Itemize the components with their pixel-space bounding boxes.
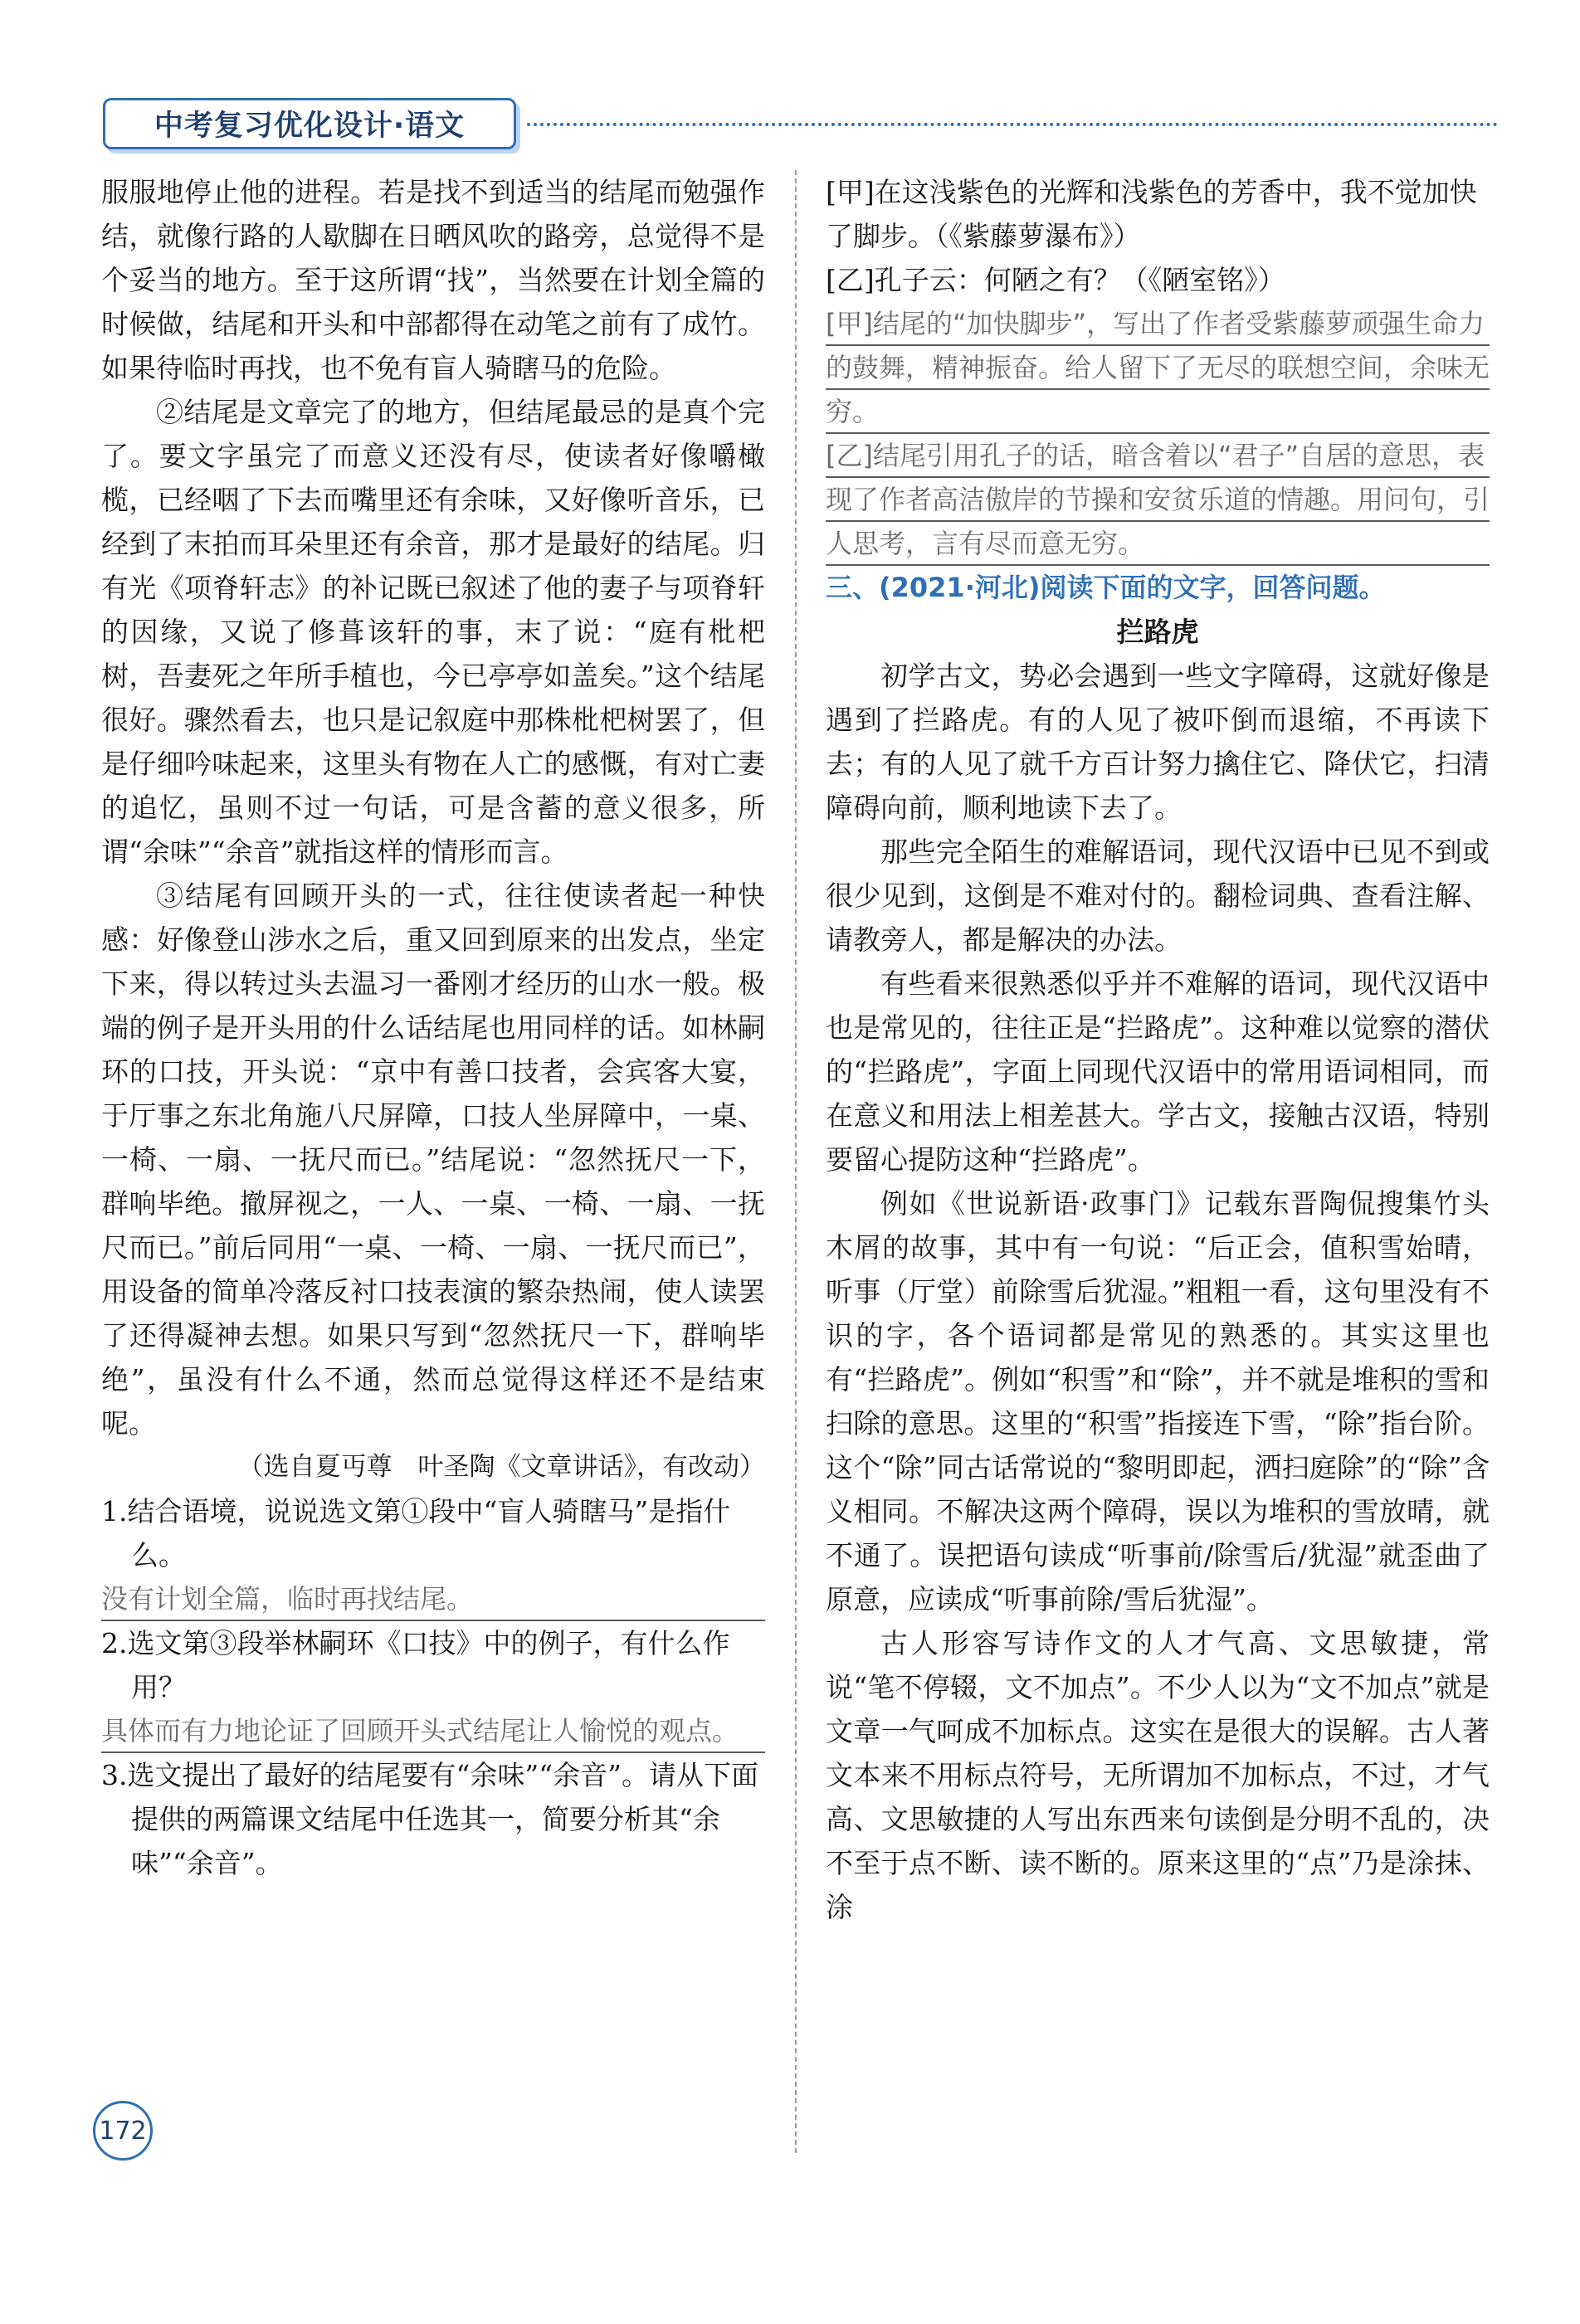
answer-2: 具体而有力地论证了回顾开头式结尾让人愉悦的观点。 xyxy=(101,1709,765,1753)
left-column xyxy=(101,170,765,1885)
header-dotted-rule xyxy=(527,123,1498,126)
answer-3-yi: [乙]结尾引用孔子的话，暗含着以“君子”自居的意思，表现了作者高洁傲岸的节操和安贫乐道的情趣。用问句，引人思考，言有尽而意无穷。 xyxy=(826,434,1490,566)
paragraph-3: ③结尾有回顾开头的一式，往往使读者起一种快感：好像登山涉水之后，重又回到原来的出发点，坐定下来，得以转过头去温习一番刚才经历的山水一般。极端的例子是开头用的什么话结尾也用同样的话。如林嗣环的口技，开头说：“京中有善口技者，会宾客大宴，于厅事之东北角施八尺屏障，口技人坐屏障中，一桌、一椅、一扇、一抚尺而已。”结尾说：“忽然抚尺一下，群响毕绝。撤屏视之，一人、一桌、一椅、一扇、一抚尺而已。”前后同用“一桌、一椅、一扇、一抚尺而已”，用设备的简单冷落反衬口技表演的繁杂热闹，使人读罢了还得凝神去想。如果只写到“忽然抚尺一下，群响毕绝”，虽没有什么不通，然而总觉得这样还不是结束呢。 xyxy=(101,879,765,1440)
article-title: 拦路虎 xyxy=(1116,616,1199,648)
article-paragraph-3: 有些看来很熟悉似乎并不难解的语词，现代汉语中也是常见的，往往正是“拦路虎”。这种难以觉察的潜伏的“拦路虎”，字面上同现代汉语中的常用语词相同，而在意义和用法上相差甚大。学古文，接触古汉语，特别要留心提防这种“拦路虎”。 xyxy=(826,967,1490,1176)
page-header xyxy=(103,98,516,149)
question-2: 2.选文第③段举林嗣环《口技》中的例子，有什么作用？ xyxy=(101,1627,730,1703)
section-heading: 三、(2021·河北)阅读下面的文字，回答问题。 xyxy=(826,572,1386,603)
question-3: 3.选文提出了最好的结尾要有“余味”“余音”。请从下面提供的两篇课文结尾中任选其一，简要分析其“余味”“余音”。 xyxy=(101,1759,758,1879)
column-divider xyxy=(795,170,797,2153)
source-citation: （选自夏丏尊 叶圣陶《文章讲话》，有改动） xyxy=(237,1452,765,1482)
right-column xyxy=(826,170,1490,1929)
answer-3-jia: [甲]结尾的“加快脚步”，写出了作者受紫藤萝顽强生命力的鼓舞，精神振奋。给人留下了无尽的联想空间，余味无穷。 xyxy=(826,302,1490,434)
paragraph-continued: 服服地停止他的进程。若是找不到适当的结尾而勉强作结，就像行路的人歇脚在日晒风吹的路旁，总觉得不是个妥当的地方。至于这所谓“找”，当然要在计划全篇的时候做，结尾和开头和中部都得在动笔之前有了成竹。如果待临时再找，也不免有盲人骑瞎马的危险。 xyxy=(101,176,765,384)
article-paragraph-5: 古人形容写诗作文的人才气高、文思敏捷，常说“笔不停辍，文不加点”。不少人以为“文不加点”就是文章一气呵成不加标点。这实在是很大的误解。古人著文本来不用标点符号，无所谓加不加标点，不过，才气高、文思敏捷的人写出东西来句读倒是分明不乱的，决不至于点不断、读不断的。原来这里的“点”乃是涂抹、涂 xyxy=(826,1627,1490,1923)
page-number xyxy=(93,2101,153,2161)
article-paragraph-2: 那些完全陌生的难解语词，现代汉语中已见不到或很少见到，这倒是不难对付的。翻检词典、查看注解、请教旁人，都是解决的办法。 xyxy=(826,836,1490,956)
article-paragraph-1: 初学古文，势必会遇到一些文字障碍，这就好像是遇到了拦路虎。有的人见了被吓倒而退缩，不再读下去；有的人见了就千方百计努力擒住它、降伏它，扫清障碍向前，顺利地读下去了。 xyxy=(826,660,1490,824)
article-paragraph-4: 例如《世说新语·政事门》记载东晋陶侃搜集竹头木屑的故事，其中有一句说：“后正会，值积雪始晴，听事（厅堂）前除雪后犹湿。”粗粗一看，这句里没有不识的字，各个语词都是常见的熟悉的。其实这里也有“拦路虎”。例如“积雪”和“除”，并不就是堆积的雪和扫除的意思。这里的“积雪”指接连下雪，“除”指台阶。这个“除”同古话常说的“黎明即起，洒扫庭除”的“除”含义相同。不解决这两个障碍，误以为堆积的雪放晴，就不通了。误把语句读成“听事前/除雪后/犹湿”就歪曲了原意，应读成“听事前除/雪后犹湿”。 xyxy=(826,1187,1490,1615)
excerpt-yi: [乙]孔子云：何陋之有？（《陋室铭》） xyxy=(826,264,1285,296)
excerpt-jia: [甲]在这浅紫色的光辉和浅紫色的芳香中，我不觉加快了脚步。（《紫藤萝瀑布》） xyxy=(826,176,1477,252)
question-1: 1.结合语境，说说选文第①段中“盲人骑瞎马”是指什么。 xyxy=(101,1495,731,1571)
paragraph-2: ②结尾是文章完了的地方，但结尾最忌的是真个完了。要文字虽完了而意义还没有尽，使读者好像嚼橄榄，已经咽了下去而嘴里还有余味，又好像听音乐，已经到了末拍而耳朵里还有余音，那才是最好的结尾。归有光《项脊轩志》的补记既已叙述了他的妻子与项脊轩的因缘，又说了修葺该轩的事，末了说：“庭有枇杷树，吾妻死之年所手植也，今已亭亭如盖矣。”这个结尾很好。骤然看去，也只是记叙庭中那株枇杷树罢了，但是仔细吟味起来，这里头有物在人亡的感慨，有对亡妻的追忆，虽则不过一句话，可是含蓄的意义很多，所谓“余味”“余音”就指这样的情形而言。 xyxy=(101,396,765,868)
page-number-text: 172 xyxy=(99,2116,147,2146)
header-title: 中考复习优化设计·语文 xyxy=(154,110,466,143)
answer-1: 没有计划全篇，临时再找结尾。 xyxy=(101,1577,765,1621)
